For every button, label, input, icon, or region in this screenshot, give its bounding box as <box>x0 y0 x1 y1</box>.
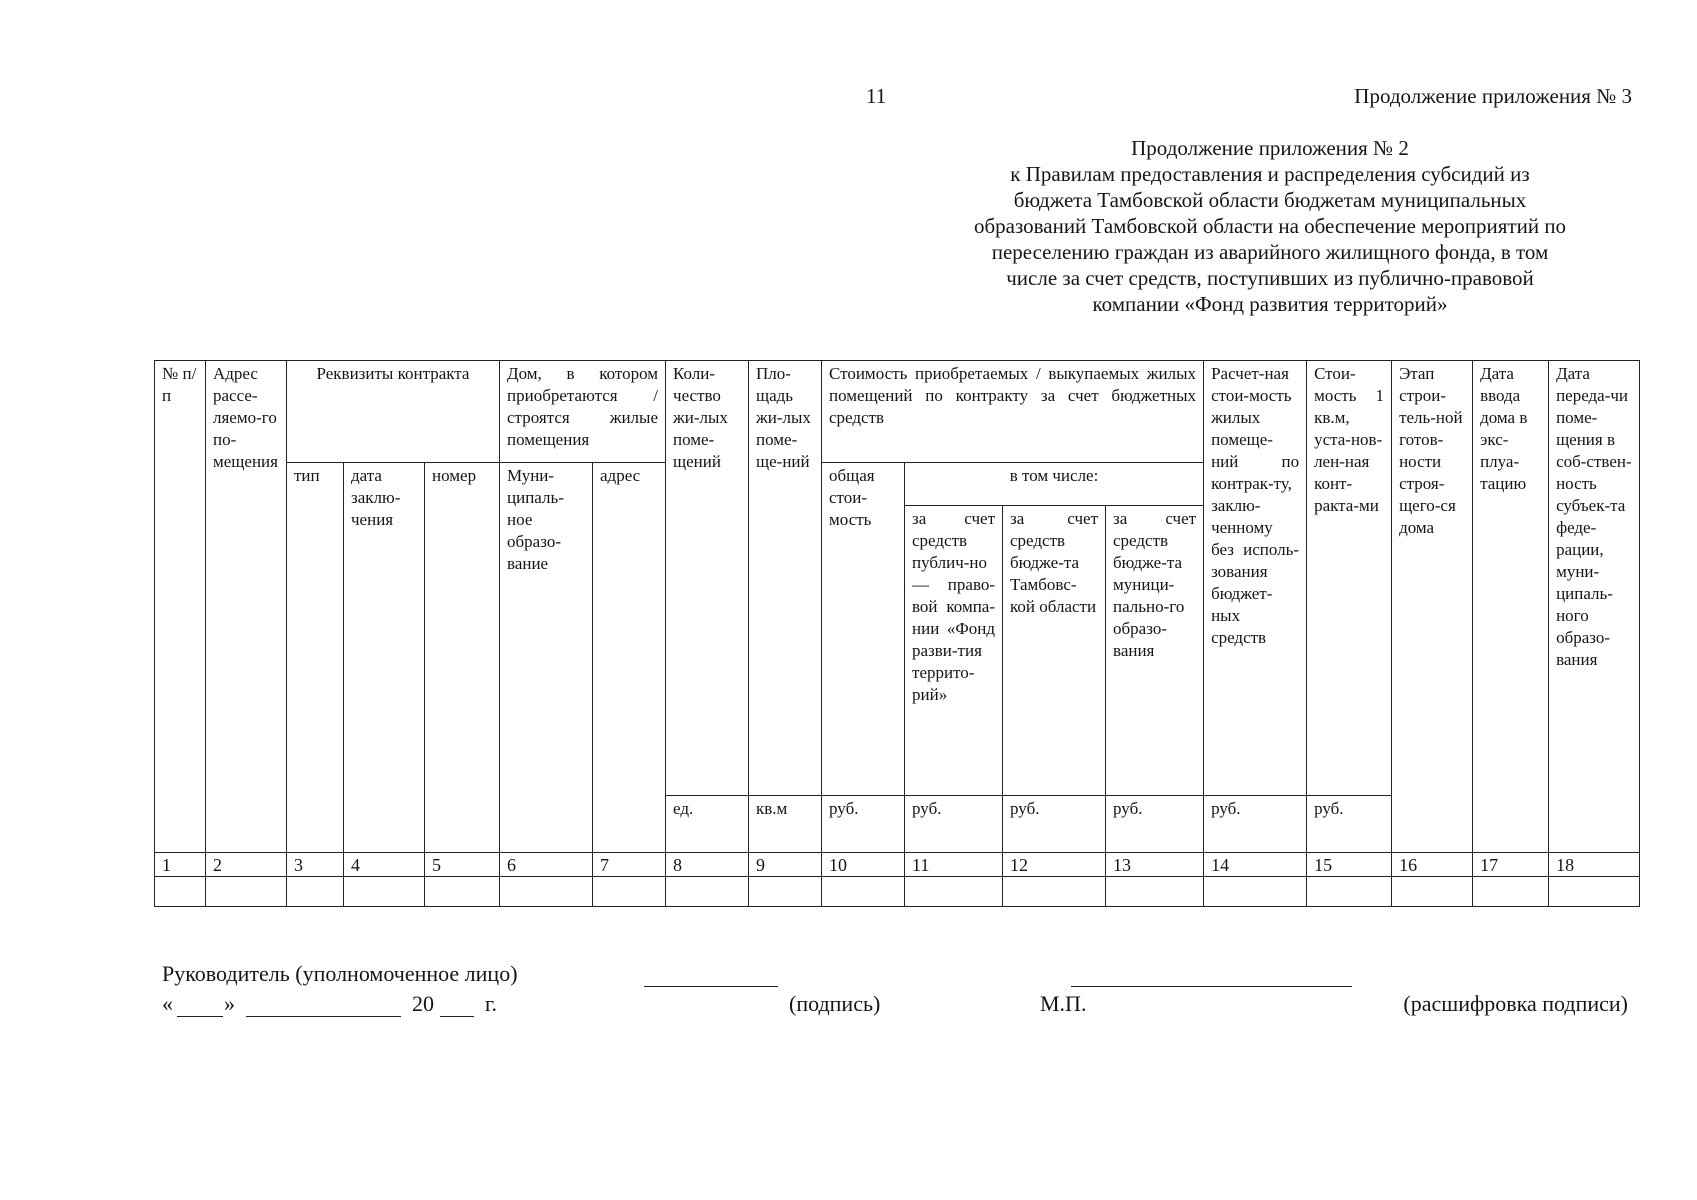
quote-open: « <box>162 991 173 1016</box>
continuation-heading: Продолжение приложения № 3 <box>1354 84 1632 108</box>
blank-cell[interactable] <box>500 877 593 907</box>
appendix-line: компании «Фонд развития территорий» <box>1092 292 1448 316</box>
column-number: 12 <box>1003 853 1106 877</box>
header-col-total-cost: общая стои-мость <box>822 463 905 796</box>
header-subgroup-including: в том числе: <box>905 463 1204 506</box>
header-group-cost: Стоимость приобретаемых / выкупаемых жилых помещений по контракту за счет бюджетных средств <box>822 361 1204 463</box>
appendix-line: к Правилам предоставления и распределения субсидий из <box>1010 162 1530 186</box>
column-number: 14 <box>1204 853 1307 877</box>
header-col-type: тип <box>287 463 344 853</box>
header-col-region: за счет средств бюдже-та Тамбовс-кой области <box>1003 506 1106 796</box>
column-number: 10 <box>822 853 905 877</box>
signature-caption: (подпись) <box>789 991 881 1016</box>
header-col-number: номер <box>425 463 500 853</box>
appendix-line: образований Тамбовской области на обеспечение мероприятий по <box>973 214 1567 238</box>
blank-cell[interactable] <box>1003 877 1106 907</box>
unit-count: ед. <box>666 796 749 853</box>
column-number: 2 <box>206 853 287 877</box>
unit-total: руб. <box>822 796 905 853</box>
column-number: 3 <box>287 853 344 877</box>
unit-region: руб. <box>1003 796 1106 853</box>
year-line[interactable] <box>440 1016 474 1017</box>
header-col-no: № п/п <box>155 361 206 853</box>
blank-cell[interactable] <box>822 877 905 907</box>
decoding-line[interactable] <box>1071 986 1352 987</box>
header-group-contract: Реквизиты контракта <box>287 361 500 463</box>
header-group-house: Дом, в котором приобретаются / строятся жилые помещения <box>500 361 666 463</box>
appendix-line: числе за счет средств, поступивших из публично-правовой <box>1006 266 1534 290</box>
decoding-caption: (расшифровка подписи) <box>1403 991 1628 1016</box>
blank-data-row <box>155 877 1640 907</box>
header-col-area: Пло-щадь жи-лых поме-ще-ний <box>749 361 822 796</box>
year-suffix: г. <box>485 991 498 1016</box>
blank-cell[interactable] <box>1392 877 1473 907</box>
header-col-commission: Дата ввода дома в экс-плуа-тацию <box>1473 361 1549 853</box>
header-col-address: Адрес рассе-ляемо-го по-мещения <box>206 361 287 853</box>
appendix-heading <box>940 135 1600 317</box>
blank-cell[interactable] <box>287 877 344 907</box>
header-col-date: дата заклю-чения <box>344 463 425 853</box>
column-number: 4 <box>344 853 425 877</box>
appendix-line: переселению граждан из аварийного жилищного фонда, в том <box>991 240 1549 264</box>
day-line[interactable] <box>177 1016 223 1017</box>
column-number: 17 <box>1473 853 1549 877</box>
column-number: 5 <box>425 853 500 877</box>
blank-cell[interactable] <box>1307 877 1392 907</box>
unit-estimated: руб. <box>1204 796 1307 853</box>
blank-cell[interactable] <box>749 877 822 907</box>
column-number: 9 <box>749 853 822 877</box>
report-form-table <box>154 360 1640 907</box>
unit-area: кв.м <box>749 796 822 853</box>
unit-fund: руб. <box>905 796 1003 853</box>
column-number: 11 <box>905 853 1003 877</box>
column-number: 13 <box>1106 853 1204 877</box>
unit-sqm: руб. <box>1307 796 1392 853</box>
header-col-transfer: Дата переда-чи поме-щения в соб-ствен-ность субъек-та феде-рации, муни-ципаль-ного образо-вания <box>1549 361 1640 853</box>
stamp-label: М.П. <box>1040 991 1087 1016</box>
header-col-sqm-cost: Стои-мость 1 кв.м, уста-нов-лен-ная конт-ракта-ми <box>1307 361 1392 796</box>
blank-cell[interactable] <box>1106 877 1204 907</box>
blank-cell[interactable] <box>905 877 1003 907</box>
header-col-fund: за счет средств публич-но — право-вой компа-нии «Фонд разви-тия террито-рий» <box>905 506 1003 796</box>
month-line[interactable] <box>246 1016 401 1017</box>
column-number: 6 <box>500 853 593 877</box>
blank-cell[interactable] <box>1549 877 1640 907</box>
column-number: 1 <box>155 853 206 877</box>
header-col-local: за счет средств бюдже-та муници-пально-го образо-вания <box>1106 506 1204 796</box>
signature-line[interactable] <box>644 986 778 987</box>
blank-cell[interactable] <box>1473 877 1549 907</box>
header-col-count: Коли-чество жи-лых поме-щений <box>666 361 749 796</box>
blank-cell[interactable] <box>344 877 425 907</box>
blank-cell[interactable] <box>155 877 206 907</box>
year-prefix: 20 <box>412 991 434 1016</box>
appendix-line: бюджета Тамбовской области бюджетам муниципальных <box>1013 188 1527 212</box>
blank-cell[interactable] <box>206 877 287 907</box>
blank-cell[interactable] <box>666 877 749 907</box>
column-number: 18 <box>1549 853 1640 877</box>
page-number: 11 <box>866 84 887 108</box>
blank-cell[interactable] <box>425 877 500 907</box>
header-col-stage: Этап строи-тель-ной готов-ности строя-щего-ся дома <box>1392 361 1473 853</box>
column-number: 8 <box>666 853 749 877</box>
head-label: Руководитель (уполномоченное лицо) <box>162 961 518 986</box>
blank-cell[interactable] <box>1204 877 1307 907</box>
header-col-municipality: Муни-ципаль-ное образо-вание <box>500 463 593 853</box>
quote-close: » <box>224 991 235 1016</box>
appendix-line: Продолжение приложения № 2 <box>1131 136 1409 160</box>
column-number: 15 <box>1307 853 1392 877</box>
column-number: 16 <box>1392 853 1473 877</box>
unit-local: руб. <box>1106 796 1204 853</box>
header-col-house-address: адрес <box>593 463 666 853</box>
blank-cell[interactable] <box>593 877 666 907</box>
column-number: 7 <box>593 853 666 877</box>
header-col-estimated: Расчет-ная стои-мость жилых помеще-ний по контрак-ту, заклю-ченному без исполь-зования бюджет-ных средств <box>1204 361 1307 796</box>
